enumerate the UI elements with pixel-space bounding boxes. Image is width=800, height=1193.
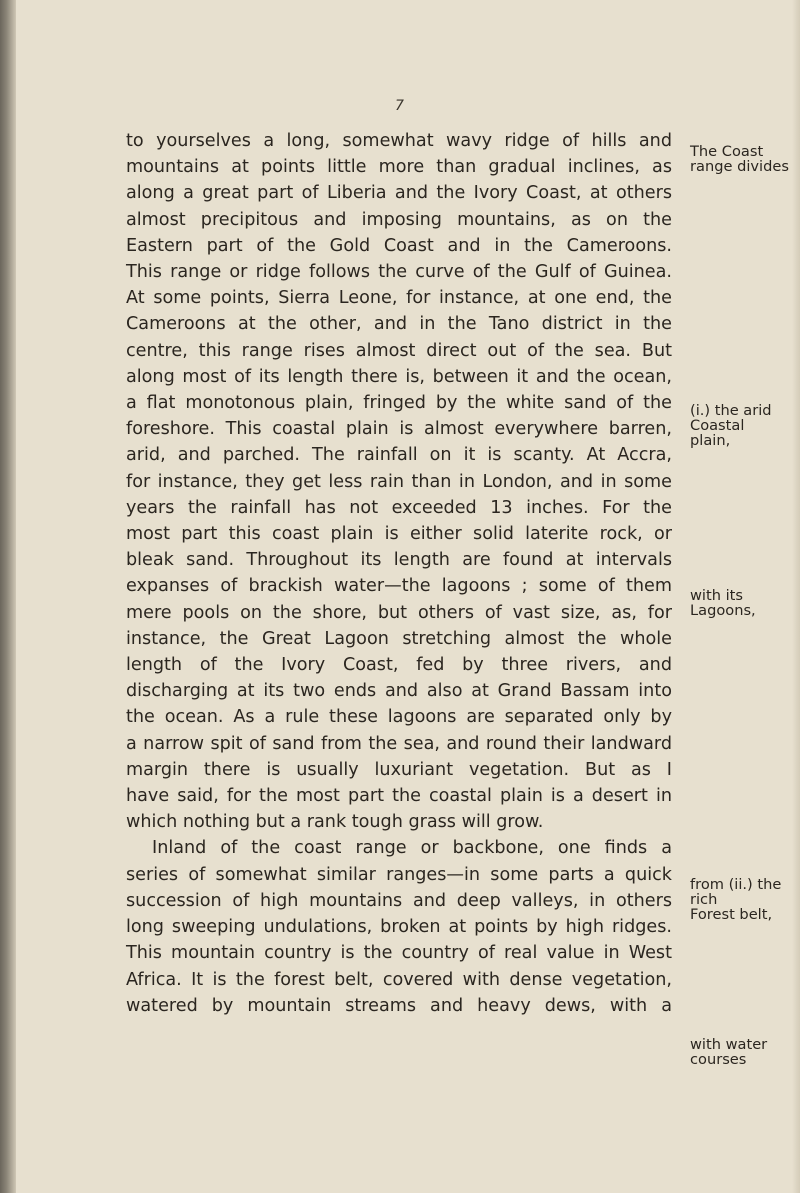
- text-line: Africa. It is the forest belt, covered with dense vegetation,: [126, 969, 672, 990]
- text-line: Inland of the coast range or backbone, one finds a: [152, 838, 672, 859]
- text-line: centre, this range rises almost direct out of the sea. But: [126, 340, 672, 361]
- text-line: bleak sand. Throughout its length are found at intervals: [126, 550, 672, 571]
- text-line: instance, the Great Lagoon stretching almost the whole: [126, 628, 672, 649]
- text-line: have said, for the most part the coastal plain is a desert in: [126, 786, 672, 807]
- text-line: the ocean. As a rule these lagoons are separated only by: [126, 707, 672, 728]
- text-line: along a great part of Liberia and the Ivory Coast, at others: [126, 183, 672, 204]
- side-note-line: with water: [690, 1036, 768, 1053]
- page-number: 7: [395, 98, 404, 114]
- side-note-line: Forest belt,: [690, 906, 773, 923]
- text-line: for instance, they get less rain than in London, and in some: [126, 471, 672, 492]
- text-line: discharging at its two ends and also at Grand Bassam into: [126, 681, 672, 702]
- text-line: This mountain country is the country of real value in West: [126, 943, 672, 964]
- side-note-line: Coastal: [690, 417, 745, 434]
- text-line: foreshore. This coastal plain is almost everywhere barren,: [126, 419, 672, 440]
- text-line: At some points, Sierra Leone, for instance, at one end, the: [126, 288, 672, 309]
- side-note-forest-belt: [690, 877, 800, 922]
- side-note-line: plain,: [690, 432, 731, 449]
- side-note-line: with its: [690, 587, 743, 604]
- side-note-line: rich: [690, 891, 718, 908]
- binding-shadow: [0, 0, 16, 1193]
- side-note-line: courses: [690, 1051, 747, 1068]
- text-line: almost precipitous and imposing mountains, as on the: [126, 209, 672, 230]
- text-line: series of somewhat similar ranges—in some parts a quick: [126, 864, 672, 885]
- text-line: most part this coast plain is either solid laterite rock, or: [126, 524, 672, 545]
- body-text: [126, 128, 672, 1019]
- text-line: which nothing but a rank tough grass will grow.: [126, 812, 544, 833]
- side-note-lagoons: [690, 588, 800, 618]
- side-note-line: The Coast: [690, 143, 764, 160]
- text-line: to yourselves a long, somewhat wavy ridge of hills and: [126, 131, 672, 151]
- text-line: Cameroons at the other, and in the Tano district in the: [126, 314, 672, 335]
- text-line: succession of high mountains and deep valleys, in others: [126, 890, 672, 911]
- side-note-line: (i.) the arid: [690, 402, 772, 419]
- text-line: long sweeping undulations, broken at points by high ridges.: [126, 917, 672, 938]
- text-line: length of the Ivory Coast, fed by three rivers, and: [126, 655, 672, 676]
- text-line: mountains at points little more than gradual inclines, as: [126, 157, 672, 178]
- text-line: margin there is usually luxuriant vegetation. But as I: [126, 759, 672, 780]
- text-line: a flat monotonous plain, fringed by the white sand of the: [126, 393, 672, 414]
- side-note-coast-range: [690, 144, 800, 174]
- text-line: arid, and parched. The rainfall on it is scanty. At Accra,: [126, 445, 672, 466]
- text-line: along most of its length there is, between it and the ocean,: [126, 366, 672, 387]
- text-line: mere pools on the shore, but others of vast size, as, for: [126, 602, 672, 623]
- text-line: watered by mountain streams and heavy dews, with a: [126, 995, 672, 1016]
- text-line: expanses of brackish water—the lagoons ; some of them: [126, 576, 672, 597]
- text-line: Eastern part of the Gold Coast and in the Cameroons.: [126, 235, 672, 256]
- text-line: This range or ridge follows the curve of the Gulf of Guinea.: [126, 262, 672, 283]
- side-note-water-courses: [690, 1037, 800, 1067]
- side-note-line: range divides: [690, 158, 789, 175]
- text-line: a narrow spit of sand from the sea, and round their landward: [126, 733, 672, 754]
- text-line: years the rainfall has not exceeded 13 inches. For the: [126, 497, 672, 518]
- side-note-line: from (ii.) the: [690, 876, 782, 893]
- side-note-coastal-plain: [690, 403, 800, 448]
- side-note-line: Lagoons,: [690, 602, 756, 619]
